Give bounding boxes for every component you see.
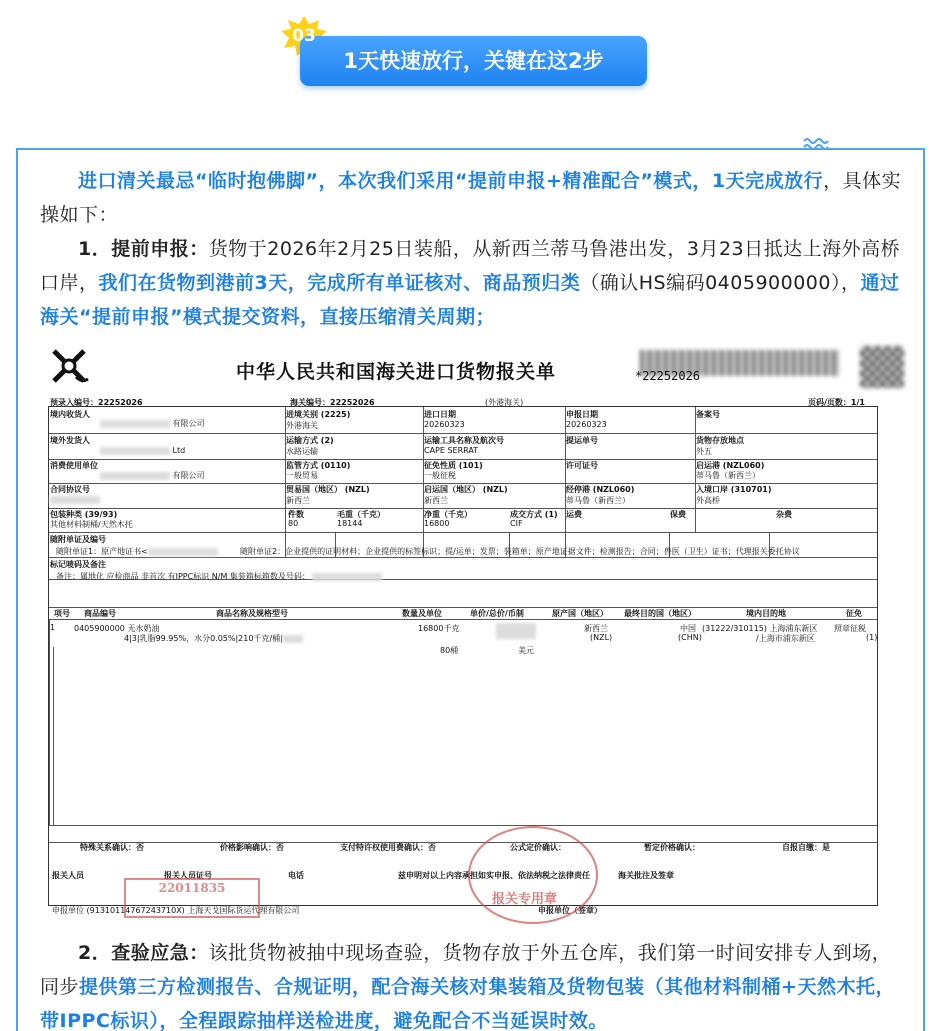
vessel-value: CAPE SERRAT	[424, 446, 479, 455]
import-date-label: 进口日期	[424, 410, 456, 419]
port-note: (外港海关)	[485, 398, 524, 407]
bill-no-label: 提运单号	[566, 436, 598, 445]
trade-country-value: 新西兰	[286, 496, 310, 505]
qr-code	[860, 346, 904, 388]
gross-weight-value: 18144	[337, 519, 363, 528]
step2-paragraph	[40, 936, 910, 1031]
wave-decoration-icon	[802, 133, 832, 153]
provisional-price: 暂定价格确认：	[644, 843, 700, 852]
item-quantity: 16800千克	[418, 624, 460, 633]
col-hs-code: 商品编号	[84, 609, 116, 618]
content-frame-top	[16, 148, 924, 150]
content-frame-left	[16, 148, 18, 1031]
origin-country-label: 启运国（地区） (NZL)	[424, 485, 508, 494]
pieces-value: 80	[288, 519, 299, 528]
insurance-label: 保费	[670, 510, 686, 519]
customs-seal-text: 报关专用章	[492, 892, 558, 907]
trade-term-value: CIF	[510, 519, 523, 528]
declare-date-value: 20260323	[566, 420, 607, 429]
item-domestic-dest-2: /上海市浦东新区	[756, 634, 815, 643]
origin-country-value: 新西兰	[424, 496, 448, 505]
transit-port-value: 蒂马鲁（新西兰）	[566, 496, 630, 505]
pieces-label: 件数	[288, 510, 304, 519]
shipper-label: 境外发货人	[50, 436, 90, 445]
supervision-value: 一般贸易	[286, 471, 318, 480]
item-spec: 4|3|乳脂99.95%，水分0.05%|210千克/桶|	[124, 633, 303, 644]
item-no: 1	[50, 623, 56, 632]
storage-value: 外五	[696, 447, 712, 456]
item-levy-2: (1)	[866, 633, 878, 642]
misc-fee-label: 杂费	[776, 510, 792, 519]
item-price	[496, 623, 536, 639]
section-title: 1天快速放行，关键在这2步	[343, 49, 604, 73]
port-value: 外港海关	[286, 421, 318, 430]
intro-rest: ，具体实操如下：	[40, 170, 902, 226]
freight-label: 运费	[566, 510, 582, 519]
supervision-label: 监管方式 (0110)	[286, 461, 351, 470]
declarer-label: 报关人员	[52, 871, 84, 880]
item-quantity-2: 80桶	[440, 646, 459, 655]
section-number-badge: 03	[292, 26, 316, 46]
trade-country-label: 贸易国（地区） (NZL)	[286, 485, 370, 494]
customs-sign-label: 海关批注及签章	[618, 871, 674, 880]
docs-label: 随附单证及编号	[50, 535, 106, 544]
col-final-dest: 最终目的国（地区）	[624, 609, 696, 618]
declarer-rect-stamp: 22011835	[124, 878, 260, 918]
entry-port-label: 入境口岸 (310701)	[696, 485, 772, 494]
marks-label: 标记唛码及备注	[50, 560, 106, 569]
col-quantity: 数量及单位	[402, 609, 442, 618]
legal-statement: 兹申明对以上内容承担如实申报、依法纳税之法律责任	[398, 871, 590, 880]
package-value: 其他材料制桶/天然木托	[50, 520, 133, 529]
pre-entry-number: 预录入编号：22252026	[50, 398, 143, 407]
step1-highlight-a: 我们在货物到港前3天，完成所有单证核对、商品预归类	[98, 272, 581, 294]
col-domestic-dest: 境内目的地	[746, 609, 786, 618]
step2-highlight-a: 提供第三方检测报告、合规证明，配合海关核对集装箱及货物包装（其他材料制桶+天然木托，带IPPC标识），全程跟踪抽样送检进度，避免配合不当延误时效。	[40, 976, 895, 1031]
entry-port-value: 外高桥	[696, 496, 720, 505]
declarer-no-label: 报关人员证号	[164, 871, 212, 880]
step1-highlight-b: 通过海关“提前申报”模式提交资料，直接压缩清关周期；	[40, 272, 900, 328]
step2-label: 2．查验应急：	[78, 942, 209, 964]
step1-text-a: 货物于2026年2月25日装船，从新西兰蒂马鲁港出发，3月23日抵达上海外高桥口岸，	[40, 238, 901, 294]
shipper-value: Ltd	[100, 446, 185, 455]
barcode-number: *22252026	[635, 369, 701, 383]
transit-port-label: 经停港 (NZL060)	[566, 485, 635, 494]
royalty-confirm: 支付特许权使用费确认：否	[340, 843, 436, 852]
section-title-banner	[300, 36, 647, 86]
phone-label: 电话	[288, 871, 304, 880]
import-date-value: 20260323	[424, 420, 465, 429]
record-no-label: 备案号	[696, 410, 720, 419]
item-origin: 新西兰	[584, 624, 608, 633]
step1-paragraph	[40, 232, 910, 334]
net-weight-label: 净重（千克）	[424, 510, 472, 519]
contract-value	[50, 495, 100, 504]
net-weight-value: 16800	[424, 519, 450, 528]
col-item-no: 项号	[54, 609, 70, 618]
intro-paragraph	[40, 164, 910, 232]
item-levy: 照章征税	[834, 624, 866, 633]
transport-label: 运输方式 (2)	[286, 436, 334, 445]
col-levy: 征免	[846, 609, 862, 618]
customs-seal-stamp	[468, 826, 598, 924]
col-price: 单价/总价/币制	[470, 609, 524, 618]
step1-text-b: （确认HS编码0405900000），	[580, 272, 861, 294]
col-origin: 原产国（地区）	[552, 609, 608, 618]
agent-unit: 申报单位 (91310114767243710X) 上海天戈国际货运代理有限公司	[52, 906, 300, 915]
item-currency: 美元	[518, 646, 534, 655]
item-final-dest-code: (CHN)	[678, 633, 702, 642]
item-origin-code: (NZL)	[590, 633, 613, 642]
docs-text-1: 随附单证1：原产地证书<	[56, 546, 218, 557]
docs-text-2: 随附单证2：企业提供的证明材料；企业提供的标签标识；提/运单；发票；装箱单；原产地证据文件；检测报告；合同；兽医（卫生）证书；代理报关委托协议	[240, 547, 800, 556]
departure-port-label: 启运港 (NZL060)	[696, 461, 765, 470]
port-label: 进境关别 (2225)	[286, 410, 351, 419]
user-unit-value: 有限公司	[100, 470, 205, 481]
item-domestic-dest: (31222/310115) 上海浦东新区	[702, 624, 818, 633]
marks-text: 备注：属地化 应检商品 非首次 有IPPC标识 N/M 集装箱标箱数及号码：	[56, 571, 382, 582]
special-relation: 特殊关系确认：否	[80, 843, 144, 852]
customs-emblem-icon	[46, 343, 92, 389]
levy-nature-label: 征免性质 (101)	[424, 461, 483, 470]
consignee-value: 有限公司	[100, 418, 205, 429]
storage-label: 货物存放地点	[696, 436, 744, 445]
intro-highlight: 进口清关最忌“临时抱佛脚”，本次我们采用“提前申报+精准配合”模式，1天完成放行	[78, 170, 824, 192]
transport-value: 水路运输	[286, 447, 318, 456]
customs-declaration-form	[40, 340, 906, 925]
col-name-spec: 商品名称及规格型号	[216, 609, 288, 618]
gross-weight-label: 毛重（千克）	[337, 510, 385, 519]
trade-term-label: 成交方式 (1)	[510, 510, 558, 519]
contract-label: 合同协议号	[50, 485, 90, 494]
vessel-label: 运输工具名称及航次号	[424, 436, 504, 445]
declaration-grid	[48, 406, 878, 906]
user-unit-label: 消费使用单位	[50, 461, 98, 470]
package-label: 包装种类 (39/93)	[50, 510, 118, 519]
departure-port-value: 蒂马鲁（新西兰）	[696, 471, 760, 480]
price-influence: 价格影响确认：否	[220, 843, 284, 852]
content-frame-right	[923, 148, 925, 1031]
consignee-label: 境内收货人	[50, 410, 90, 419]
step2-text-a: 该批货物被抽中现场查验，货物存放于外五仓库，我们第一时间安排专人到场，同步	[40, 942, 892, 998]
levy-nature-value: 一般征税	[424, 471, 456, 480]
formula-price: 公式定价确认：	[510, 843, 566, 852]
declaration-title: 中华人民共和国海关进口货物报关单	[236, 361, 557, 383]
item-final-dest: 中国	[680, 624, 696, 633]
step1-label: 1．提前申报：	[78, 238, 209, 260]
agent-seal-label: 申报单位（签章）	[538, 906, 602, 915]
page-count: 页码/页数：1/1	[808, 398, 865, 407]
item-code: 0405900000 无水奶油	[74, 624, 160, 633]
license-label: 许可证号	[566, 461, 598, 470]
self-payment: 自报自缴：是	[782, 843, 830, 852]
declare-date-label: 申报日期	[566, 410, 598, 419]
customs-number: 海关编号：22252026	[290, 398, 375, 407]
